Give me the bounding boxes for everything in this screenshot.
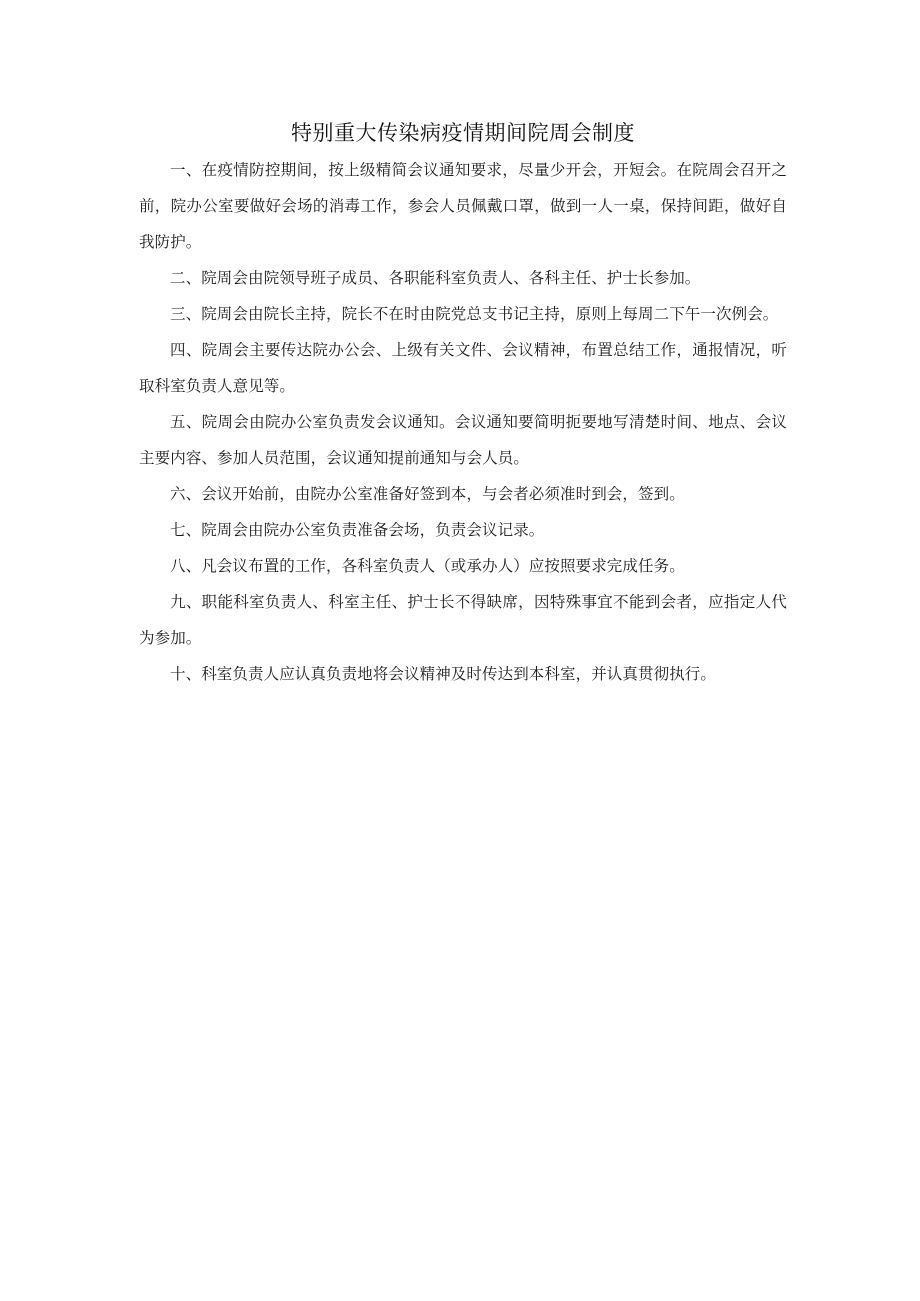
- paragraph-2: 二、院周会由院领导班子成员、各职能科室负责人、各科主任、护士长参加。: [170, 269, 701, 287]
- paragraph-5: 五、院周会由院办公室负责发会议通知。会议通知要简明扼要地写清楚时间、地点、会议主要内容、参加人员范围，会议通知提前通知与会人员。: [139, 413, 787, 467]
- paragraph-6: 六、会议开始前，由院办公室准备好签到本，与会者必须准时到会，签到。: [170, 485, 685, 503]
- paragraph-1: 一、在疫情防控期间，按上级精简会议通知要求，尽量少开会，开短会。在院周会召开之前，院办公室要做好会场的消毒工作，参会人员佩戴口罩，做到一人一桌，保持间距，做好自我防护。: [139, 161, 787, 251]
- document-title: 特别重大传染病疫情期间院周会制度: [291, 121, 635, 145]
- paragraph-10: 十、科室负责人应认真负责地将会议精神及时传达到本科室，并认真贯彻执行。: [170, 665, 717, 683]
- paragraph-9: 九、职能科室负责人、科室主任、护士长不得缺席，因特殊事宜不能到会者，应指定人代为参加。: [139, 593, 787, 647]
- paragraph-7: 七、院周会由院办公室负责准备会场，负责会议记录。: [170, 521, 545, 539]
- paragraph-8: 八、凡会议布置的工作，各科室负责人（或承办人）应按照要求完成任务。: [170, 557, 685, 575]
- paragraph-4: 四、院周会主要传达院办公会、上级有关文件、会议精神，布置总结工作，通报情况，听取科室负责人意见等。: [139, 341, 787, 395]
- paragraph-3: 三、院周会由院长主持，院长不在时由院党总支书记主持，原则上每周二下午一次例会。: [170, 305, 779, 323]
- document-body: [139, 116, 787, 692]
